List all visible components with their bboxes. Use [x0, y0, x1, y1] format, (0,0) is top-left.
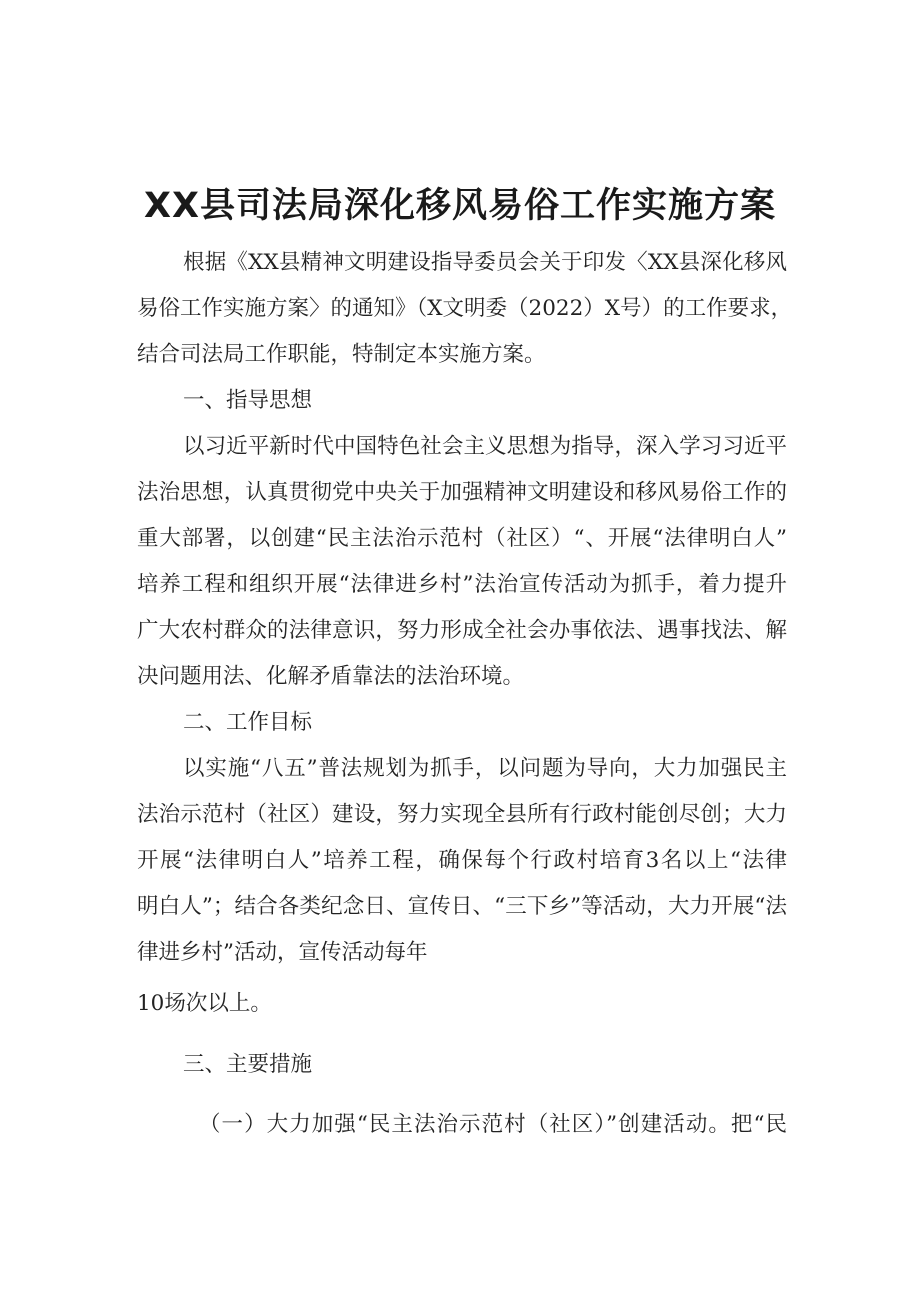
intro-line-3: 结合司法局工作职能，特制定本实施方案。 — [137, 342, 546, 367]
section2-line-2: 法治示范村（社区）建设，努力实现全县所有行政村能创尽创；大力 — [137, 802, 787, 827]
intro-line-2: 易俗工作实施方案〉的通知》（X文明委（2022）X号）的工作要求， — [137, 296, 793, 321]
section2-line-5: 律进乡村”活动，宣传活动每年 — [137, 940, 428, 965]
section-heading-guiding-thought: 一、指导思想 — [183, 388, 313, 413]
intro-line-1: 根据《XX县精神文明建设指导委员会关于印发〈XX县深化移风 — [183, 250, 787, 275]
section2-line-6: 10场次以上。 — [137, 991, 272, 1016]
section1-line-1: 以习近平新时代中国特色社会主义思想为指导，深入学习习近平 — [183, 434, 787, 459]
document-title: XX县司法局深化移风易俗工作实施方案 — [144, 186, 776, 226]
section2-line-4: 明白人”；结合各类纪念日、宣传日、“三下乡”等活动，大力开展“法 — [137, 894, 787, 919]
section1-line-4: 培养工程和组织开展“法律进乡村”法治宣传活动为抓手，着力提升 — [137, 572, 787, 597]
section2-line-3: 开展“法律明白人”培养工程，确保每个行政村培育3名以上“法律 — [137, 848, 787, 873]
section3-line-1: （一）大力加强“民主法治示范村（社区）”创建活动。把“民 — [199, 1112, 787, 1137]
section1-line-3: 重大部署，以创建“民主法治示范村（社区）“、开展“法律明白人” — [137, 526, 787, 551]
section1-line-5: 广大农村群众的法律意识，努力形成全社会办事依法、遇事找法、解 — [137, 618, 787, 643]
section-heading-main-measures: 三、主要措施 — [183, 1052, 313, 1077]
section1-line-6: 决问题用法、化解矛盾靠法的法治环境。 — [137, 664, 525, 689]
section1-line-2: 法治思想，认真贯彻党中央关于加强精神文明建设和移风易俗工作的 — [137, 480, 787, 505]
section2-line-1: 以实施“八五”普法规划为抓手，以问题为导向，大力加强民主 — [183, 756, 787, 781]
section-heading-work-goals: 二、工作目标 — [183, 710, 313, 735]
